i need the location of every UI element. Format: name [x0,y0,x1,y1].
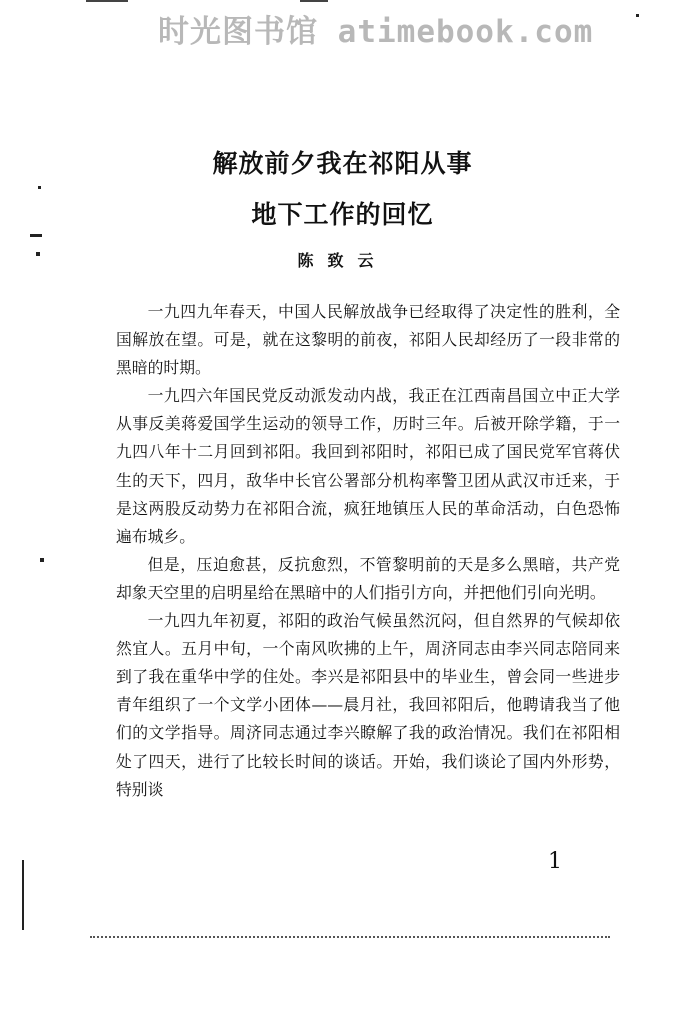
paragraph-4: 一九四九年初夏，祁阳的政治气候虽然沉闷，但自然界的气候却依然宜人。五月中旬，一个南风吹拂的上午，周济同志由李兴同志陪同来到了我在重华中学的住处。李兴是祁阳县中的毕业生，曾会同一些进步青年组织了一个文学小团体——晨月社，我回祁阳后，他聘请我当了他们的文学指导。周济同志通过李兴瞭解了我的政治情况。我们在祁阳相处了四天，进行了比较长时间的谈话。开始，我们谈论了国内外形势，特别谈 [116,611,620,799]
top-rule-2 [300,0,328,2]
paragraph-3: 但是，压迫愈甚，反抗愈烈，不管黎明前的天是多么黑暗，共产党却象天空里的启明星给在黑暗中的人们指引方向，并把他们引向光明。 [116,554,620,602]
author-name: 陈致云 [297,251,388,270]
page-number: 1 [548,849,562,874]
top-rule-1 [86,0,128,2]
title-line-2: 地下工作的回忆 [251,200,434,229]
paragraph-1: 一九四九年春天，中国人民解放战争已经取得了决定性的胜利，全国解放在望。可是，就在这黎明的前夜，祁阳人民却经历了一段非常的黑暗的时期。 [116,302,620,378]
watermark: 时光图书馆 atimebook.com [158,14,594,50]
scan-mark-left-1 [30,234,42,237]
scan-dotted-line [90,936,610,938]
title-line-1: 解放前夕我在祁阳从事 [212,149,473,178]
scan-edge-line [22,860,24,930]
scan-mark-left-4 [40,558,44,562]
paragraph-2: 一九四六年国民党反动派发动内战，我正在江西南昌国立中正大学从事反美蒋爱国学生运动的领导工作，历时三年。后被开除学籍，于一九四八年十二月回到祁阳。我回到祁阳时，祁阳已成了国民党军官蒋伏生的天下，四月，敌华中长官公署部分机构率警卫团从武汉市迁来，于是这两股反动势力在祁阳合流，疯狂地镇压人民的革命活动，白色恐怖遍布城乡。 [116,386,620,546]
body-text [116,298,620,804]
scan-mark-left-3 [38,186,41,189]
scan-corner-mark [636,14,639,17]
scan-mark-left-2 [36,252,40,256]
